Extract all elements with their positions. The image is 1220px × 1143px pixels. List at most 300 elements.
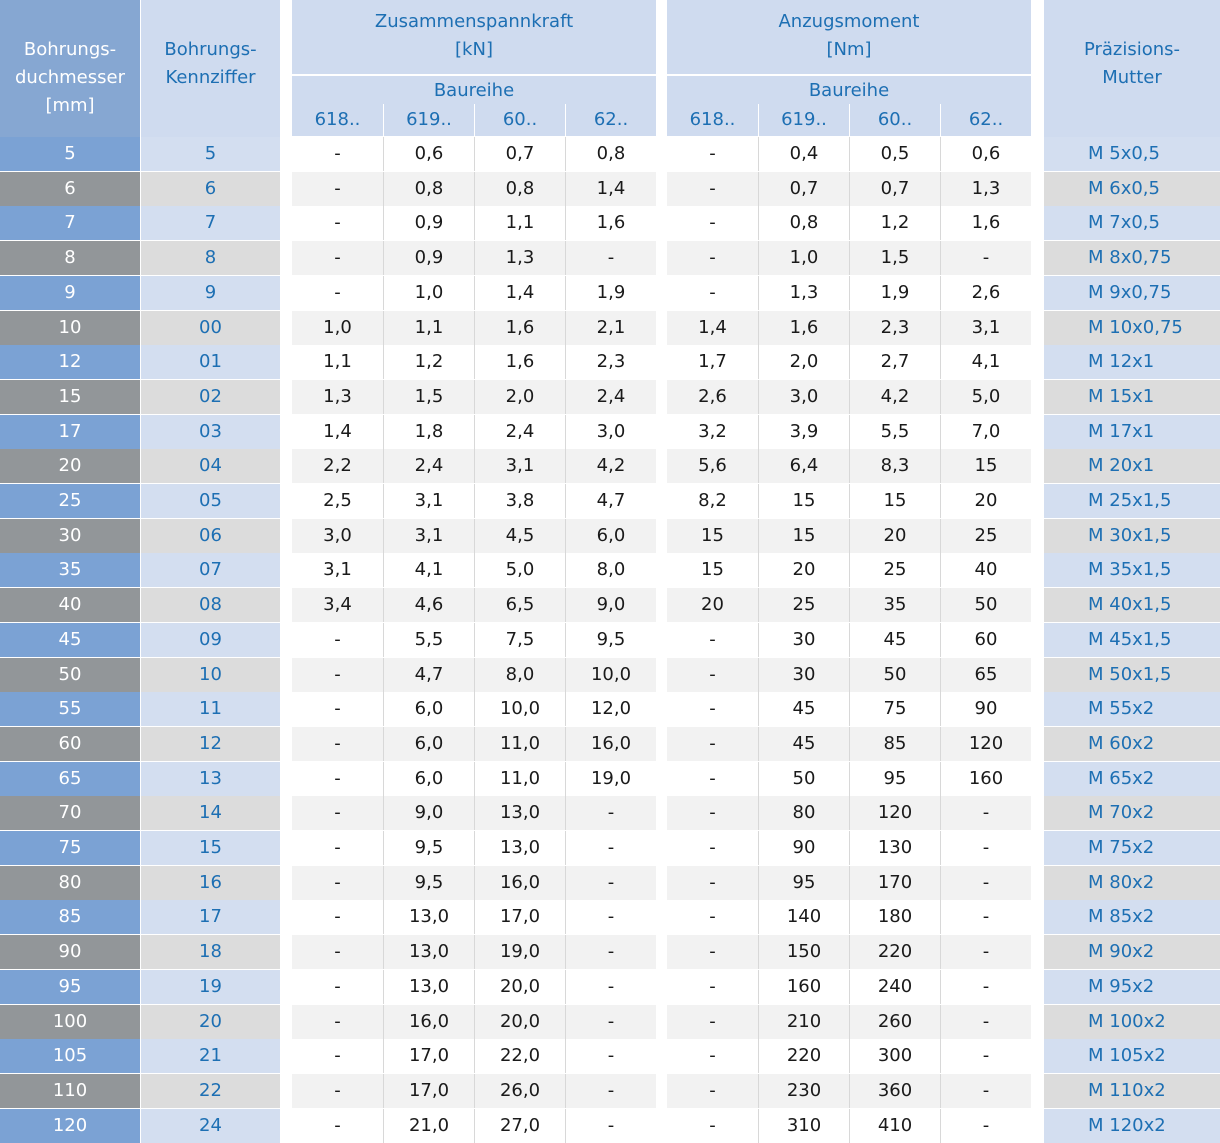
nut-cell: M 100x2 — [1044, 1005, 1220, 1039]
nut-cell: M 35x1,5 — [1044, 553, 1220, 587]
torque-cell: - — [667, 970, 758, 1004]
bore-code-cell: 12 — [141, 727, 280, 761]
bore-code-cell: 13 — [141, 762, 280, 796]
torque-cell: 20 — [940, 484, 1031, 518]
force-cell: - — [292, 137, 383, 171]
bore-diameter-cell: 85 — [0, 900, 140, 934]
force-cell: 20,0 — [474, 1005, 565, 1039]
force-cell: 4,7 — [383, 658, 474, 692]
bore-code-cell: 16 — [141, 866, 280, 900]
force-cell: - — [565, 900, 656, 934]
torque-cell: 20 — [849, 519, 940, 553]
torque-cell: 90 — [940, 692, 1031, 726]
torque-cell: - — [667, 276, 758, 310]
force-cell: 17,0 — [474, 900, 565, 934]
force-cell: - — [292, 970, 383, 1004]
bore-code-cell: 05 — [141, 484, 280, 518]
torque-cell: - — [940, 935, 1031, 969]
bore-code-cell: 02 — [141, 380, 280, 414]
force-cell: - — [565, 796, 656, 830]
torque-cell: - — [667, 866, 758, 900]
bore-diameter-cell: 35 — [0, 553, 140, 587]
force-cell: 1,1 — [383, 311, 474, 345]
force-cell: 4,1 — [383, 553, 474, 587]
torque-cell: 1,3 — [758, 276, 849, 310]
force-cell: - — [292, 762, 383, 796]
torque-cell: - — [940, 831, 1031, 865]
force-cell: 13,0 — [383, 970, 474, 1004]
force-cell: - — [292, 831, 383, 865]
bore-diameter-cell: 17 — [0, 415, 140, 449]
header-code — [141, 0, 280, 137]
force-cell: 19,0 — [474, 935, 565, 969]
table-row — [0, 241, 1220, 275]
force-cell: 26,0 — [474, 1074, 565, 1108]
force-cell: - — [292, 1109, 383, 1143]
bore-diameter-cell: 25 — [0, 484, 140, 518]
force-cell: 0,8 — [383, 172, 474, 206]
header-diameter — [0, 0, 140, 137]
torque-cell: - — [667, 206, 758, 240]
force-cell: 6,0 — [383, 727, 474, 761]
torque-series-60: 60.. — [849, 104, 940, 136]
force-cell: 1,6 — [474, 311, 565, 345]
torque-cell: 2,7 — [849, 345, 940, 379]
bore-code-cell: 03 — [141, 415, 280, 449]
bore-diameter-cell: 12 — [0, 345, 140, 379]
torque-cell: 65 — [940, 658, 1031, 692]
torque-cell: 3,2 — [667, 415, 758, 449]
torque-cell: 4,1 — [940, 345, 1031, 379]
force-cell: - — [292, 172, 383, 206]
force-cell: 9,5 — [565, 623, 656, 657]
force-cell: - — [565, 1074, 656, 1108]
torque-cell: 8,3 — [849, 449, 940, 483]
force-cell: 3,0 — [292, 519, 383, 553]
force-cell: 1,5 — [383, 380, 474, 414]
table-row — [0, 900, 1220, 934]
torque-cell: 95 — [849, 762, 940, 796]
bore-code-cell: 06 — [141, 519, 280, 553]
force-cell: 8,0 — [565, 553, 656, 587]
force-cell: - — [565, 241, 656, 275]
force-series-619: 619.. — [383, 104, 474, 136]
bore-code-cell: 15 — [141, 831, 280, 865]
force-cell: - — [292, 206, 383, 240]
nut-cell: M 9x0,75 — [1044, 276, 1220, 310]
torque-cell: 120 — [849, 796, 940, 830]
torque-cell: 15 — [667, 519, 758, 553]
bore-diameter-cell: 75 — [0, 831, 140, 865]
force-series-60: 60.. — [474, 104, 565, 136]
force-cell: - — [565, 1039, 656, 1073]
torque-cell: - — [940, 1074, 1031, 1108]
force-cell: 1,0 — [383, 276, 474, 310]
force-cell: 1,4 — [474, 276, 565, 310]
table-row — [0, 796, 1220, 830]
bore-code-cell: 11 — [141, 692, 280, 726]
torque-cell: 15 — [758, 519, 849, 553]
bore-diameter-cell: 65 — [0, 762, 140, 796]
force-cell: 1,9 — [565, 276, 656, 310]
torque-cell: 45 — [758, 692, 849, 726]
force-cell: 2,1 — [565, 311, 656, 345]
force-cell: 3,1 — [474, 449, 565, 483]
torque-cell: 0,6 — [940, 137, 1031, 171]
torque-cell: 0,4 — [758, 137, 849, 171]
torque-cell: - — [667, 796, 758, 830]
torque-cell: 25 — [940, 519, 1031, 553]
force-cell: 2,3 — [565, 345, 656, 379]
bore-code-cell: 09 — [141, 623, 280, 657]
bore-code-cell: 18 — [141, 935, 280, 969]
force-cell: 13,0 — [474, 831, 565, 865]
force-cell: 17,0 — [383, 1039, 474, 1073]
torque-cell: 300 — [849, 1039, 940, 1073]
force-cell: 9,0 — [565, 588, 656, 622]
torque-cell: 150 — [758, 935, 849, 969]
torque-cell: 15 — [758, 484, 849, 518]
force-cell: 0,9 — [383, 241, 474, 275]
force-cell: 1,6 — [474, 345, 565, 379]
nut-cell: M 8x0,75 — [1044, 241, 1220, 275]
table-row — [0, 970, 1220, 1004]
nut-cell: M 45x1,5 — [1044, 623, 1220, 657]
force-cell: 6,5 — [474, 588, 565, 622]
bore-diameter-cell: 50 — [0, 658, 140, 692]
force-cell: 13,0 — [474, 796, 565, 830]
table-row — [0, 276, 1220, 310]
force-cell: 19,0 — [565, 762, 656, 796]
force-cell: - — [565, 1005, 656, 1039]
torque-cell: - — [667, 137, 758, 171]
nut-cell: M 50x1,5 — [1044, 658, 1220, 692]
force-cell: 10,0 — [474, 692, 565, 726]
bore-diameter-cell: 7 — [0, 206, 140, 240]
torque-cell: 160 — [758, 970, 849, 1004]
torque-cell: 35 — [849, 588, 940, 622]
torque-cell: - — [940, 796, 1031, 830]
bore-code-cell: 17 — [141, 900, 280, 934]
bore-diameter-cell: 110 — [0, 1074, 140, 1108]
torque-cell: 45 — [849, 623, 940, 657]
force-cell: 3,1 — [383, 484, 474, 518]
table-row — [0, 1109, 1220, 1143]
bore-diameter-cell: 100 — [0, 1005, 140, 1039]
force-cell: 12,0 — [565, 692, 656, 726]
bore-diameter-cell: 70 — [0, 796, 140, 830]
force-cell: 1,1 — [292, 345, 383, 379]
bore-diameter-cell: 5 — [0, 137, 140, 171]
torque-cell: 1,2 — [849, 206, 940, 240]
bore-code-cell: 22 — [141, 1074, 280, 1108]
torque-cell: 4,2 — [849, 380, 940, 414]
torque-cell: 2,6 — [940, 276, 1031, 310]
force-cell: - — [292, 1074, 383, 1108]
nut-cell: M 20x1 — [1044, 449, 1220, 483]
torque-cell: - — [940, 866, 1031, 900]
table-row — [0, 415, 1220, 449]
torque-cell: 20 — [667, 588, 758, 622]
nut-cell: M 30x1,5 — [1044, 519, 1220, 553]
torque-cell: - — [940, 1039, 1031, 1073]
force-cell: 1,8 — [383, 415, 474, 449]
force-cell: - — [292, 727, 383, 761]
force-cell: 4,6 — [383, 588, 474, 622]
torque-cell: 25 — [758, 588, 849, 622]
torque-cell: 5,6 — [667, 449, 758, 483]
bore-code-cell: 08 — [141, 588, 280, 622]
nut-cell: M 85x2 — [1044, 900, 1220, 934]
torque-cell: 410 — [849, 1109, 940, 1143]
table-row — [0, 206, 1220, 240]
torque-cell: - — [940, 241, 1031, 275]
bore-code-cell: 14 — [141, 796, 280, 830]
force-cell: - — [565, 831, 656, 865]
bore-diameter-cell: 95 — [0, 970, 140, 1004]
table-row — [0, 519, 1220, 553]
torque-cell: 5,5 — [849, 415, 940, 449]
force-cell: - — [292, 276, 383, 310]
force-cell: - — [292, 1005, 383, 1039]
table-row — [0, 484, 1220, 518]
nut-cell: M 75x2 — [1044, 831, 1220, 865]
torque-cell: 1,0 — [758, 241, 849, 275]
nut-cell: M 7x0,5 — [1044, 206, 1220, 240]
nut-cell: M 12x1 — [1044, 345, 1220, 379]
nut-cell: M 95x2 — [1044, 970, 1220, 1004]
torque-cell: 20 — [758, 553, 849, 587]
torque-cell: 60 — [940, 623, 1031, 657]
torque-cell: 5,0 — [940, 380, 1031, 414]
torque-cell: 140 — [758, 900, 849, 934]
torque-cell: - — [940, 970, 1031, 1004]
torque-cell: 30 — [758, 658, 849, 692]
bore-code-cell: 7 — [141, 206, 280, 240]
nut-cell: M 10x0,75 — [1044, 311, 1220, 345]
force-cell: - — [292, 1039, 383, 1073]
torque-cell: 3,1 — [940, 311, 1031, 345]
force-cell: 22,0 — [474, 1039, 565, 1073]
force-cell: 13,0 — [383, 935, 474, 969]
table-row — [0, 623, 1220, 657]
force-cell: 2,0 — [474, 380, 565, 414]
torque-cell: 220 — [758, 1039, 849, 1073]
torque-cell: 1,6 — [758, 311, 849, 345]
bore-code-cell: 6 — [141, 172, 280, 206]
nut-cell: M 120x2 — [1044, 1109, 1220, 1143]
force-cell: - — [292, 900, 383, 934]
torque-cell: 1,3 — [940, 172, 1031, 206]
torque-cell: 45 — [758, 727, 849, 761]
torque-cell: 220 — [849, 935, 940, 969]
force-cell: 17,0 — [383, 1074, 474, 1108]
nut-cell: M 90x2 — [1044, 935, 1220, 969]
torque-cell: - — [940, 1005, 1031, 1039]
force-cell: 2,4 — [474, 415, 565, 449]
force-cell: - — [565, 970, 656, 1004]
header-torque-label: Anzugsmoment [Nm] — [778, 11, 920, 60]
bore-code-cell: 19 — [141, 970, 280, 1004]
force-cell: 3,1 — [383, 519, 474, 553]
force-cell: 4,7 — [565, 484, 656, 518]
nut-cell: M 55x2 — [1044, 692, 1220, 726]
force-cell: 11,0 — [474, 762, 565, 796]
header-diameter-label: Bohrungs- duchmesser [mm] — [15, 39, 125, 116]
force-cell: - — [565, 1109, 656, 1143]
nut-cell: M 15x1 — [1044, 380, 1220, 414]
table-row — [0, 866, 1220, 900]
bore-diameter-cell: 90 — [0, 935, 140, 969]
bore-diameter-cell: 45 — [0, 623, 140, 657]
force-cell: 5,0 — [474, 553, 565, 587]
bore-code-cell: 04 — [141, 449, 280, 483]
table-row — [0, 553, 1220, 587]
force-cell: 4,2 — [565, 449, 656, 483]
torque-cell: 0,5 — [849, 137, 940, 171]
table-row — [0, 1039, 1220, 1073]
table-row — [0, 727, 1220, 761]
torque-cell: 1,6 — [940, 206, 1031, 240]
table-row — [0, 345, 1220, 379]
torque-cell: - — [667, 623, 758, 657]
bore-diameter-cell: 55 — [0, 692, 140, 726]
torque-cell: - — [667, 1005, 758, 1039]
bore-diameter-cell: 15 — [0, 380, 140, 414]
torque-cell: 230 — [758, 1074, 849, 1108]
torque-cell: 7,0 — [940, 415, 1031, 449]
torque-cell: 50 — [940, 588, 1031, 622]
force-cell: 2,5 — [292, 484, 383, 518]
bore-diameter-cell: 8 — [0, 241, 140, 275]
torque-cell: - — [667, 831, 758, 865]
nut-cell: M 25x1,5 — [1044, 484, 1220, 518]
header-nut — [1044, 0, 1220, 137]
torque-cell: 8,2 — [667, 484, 758, 518]
force-series-label: Baureihe — [433, 80, 515, 101]
force-cell: 0,8 — [565, 137, 656, 171]
bore-code-cell: 9 — [141, 276, 280, 310]
force-cell: 10,0 — [565, 658, 656, 692]
force-cell: 9,5 — [383, 831, 474, 865]
torque-cell: - — [667, 762, 758, 796]
torque-cell: 170 — [849, 866, 940, 900]
torque-cell: 50 — [758, 762, 849, 796]
bore-code-cell: 07 — [141, 553, 280, 587]
force-cell: 2,2 — [292, 449, 383, 483]
torque-cell: 3,0 — [758, 380, 849, 414]
torque-cell: - — [940, 1109, 1031, 1143]
table-row — [0, 762, 1220, 796]
force-cell: 21,0 — [383, 1109, 474, 1143]
force-cell: - — [565, 866, 656, 900]
bore-code-cell: 10 — [141, 658, 280, 692]
header-force — [292, 0, 656, 74]
force-cell: 5,5 — [383, 623, 474, 657]
torque-cell: 6,4 — [758, 449, 849, 483]
force-series-618: 618.. — [314, 109, 361, 130]
nut-cell: M 5x0,5 — [1044, 137, 1220, 171]
force-cell: 2,4 — [565, 380, 656, 414]
torque-cell: 1,4 — [667, 311, 758, 345]
header-torque — [667, 0, 1031, 74]
force-cell: 13,0 — [383, 900, 474, 934]
bore-diameter-cell: 10 — [0, 311, 140, 345]
torque-cell: 210 — [758, 1005, 849, 1039]
nut-cell: M 70x2 — [1044, 796, 1220, 830]
force-cell: 7,5 — [474, 623, 565, 657]
torque-cell: 85 — [849, 727, 940, 761]
bore-code-cell: 00 — [141, 311, 280, 345]
table-row — [0, 449, 1220, 483]
bore-diameter-cell: 9 — [0, 276, 140, 310]
torque-cell: 80 — [758, 796, 849, 830]
header-nut-label: Präzisions- Mutter — [1083, 39, 1181, 88]
header-code-label: Bohrungs- Kennziffer — [164, 39, 257, 88]
torque-cell: 260 — [849, 1005, 940, 1039]
force-cell: 1,0 — [292, 311, 383, 345]
nut-cell: M 40x1,5 — [1044, 588, 1220, 622]
force-series-62: 62.. — [565, 104, 656, 136]
torque-cell: 50 — [849, 658, 940, 692]
torque-cell: - — [667, 1109, 758, 1143]
table-row — [0, 588, 1220, 622]
force-cell: 1,6 — [565, 206, 656, 240]
torque-cell: - — [667, 658, 758, 692]
torque-cell: - — [667, 727, 758, 761]
force-cell: 4,5 — [474, 519, 565, 553]
torque-cell: 3,9 — [758, 415, 849, 449]
force-cell: 3,4 — [292, 588, 383, 622]
torque-cell: - — [667, 900, 758, 934]
torque-cell: 360 — [849, 1074, 940, 1108]
force-cell: 1,3 — [292, 380, 383, 414]
torque-cell: 30 — [758, 623, 849, 657]
torque-cell: 120 — [940, 727, 1031, 761]
torque-cell: - — [667, 935, 758, 969]
force-cell: - — [292, 658, 383, 692]
force-cell: - — [292, 866, 383, 900]
nut-cell: M 6x0,5 — [1044, 172, 1220, 206]
bore-code-cell: 01 — [141, 345, 280, 379]
table-row — [0, 380, 1220, 414]
table-row — [0, 1074, 1220, 1108]
force-cell: - — [292, 623, 383, 657]
bore-diameter-cell: 60 — [0, 727, 140, 761]
bore-diameter-cell: 105 — [0, 1039, 140, 1073]
torque-cell: 130 — [849, 831, 940, 865]
torque-cell: 15 — [667, 553, 758, 587]
bore-diameter-cell: 30 — [0, 519, 140, 553]
table-row — [0, 831, 1220, 865]
torque-series-label: Baureihe — [808, 80, 890, 101]
torque-cell: 90 — [758, 831, 849, 865]
torque-cell: 25 — [849, 553, 940, 587]
bore-code-cell: 5 — [141, 137, 280, 171]
force-cell: 6,0 — [565, 519, 656, 553]
bore-diameter-cell: 80 — [0, 866, 140, 900]
force-cell: 1,1 — [474, 206, 565, 240]
torque-cell: 0,7 — [758, 172, 849, 206]
force-cell: 2,4 — [383, 449, 474, 483]
table-row — [0, 311, 1220, 345]
force-cell: - — [292, 241, 383, 275]
torque-cell: - — [940, 900, 1031, 934]
force-cell: 9,5 — [383, 866, 474, 900]
force-cell: 3,0 — [565, 415, 656, 449]
torque-cell: 95 — [758, 866, 849, 900]
force-cell: 16,0 — [474, 866, 565, 900]
